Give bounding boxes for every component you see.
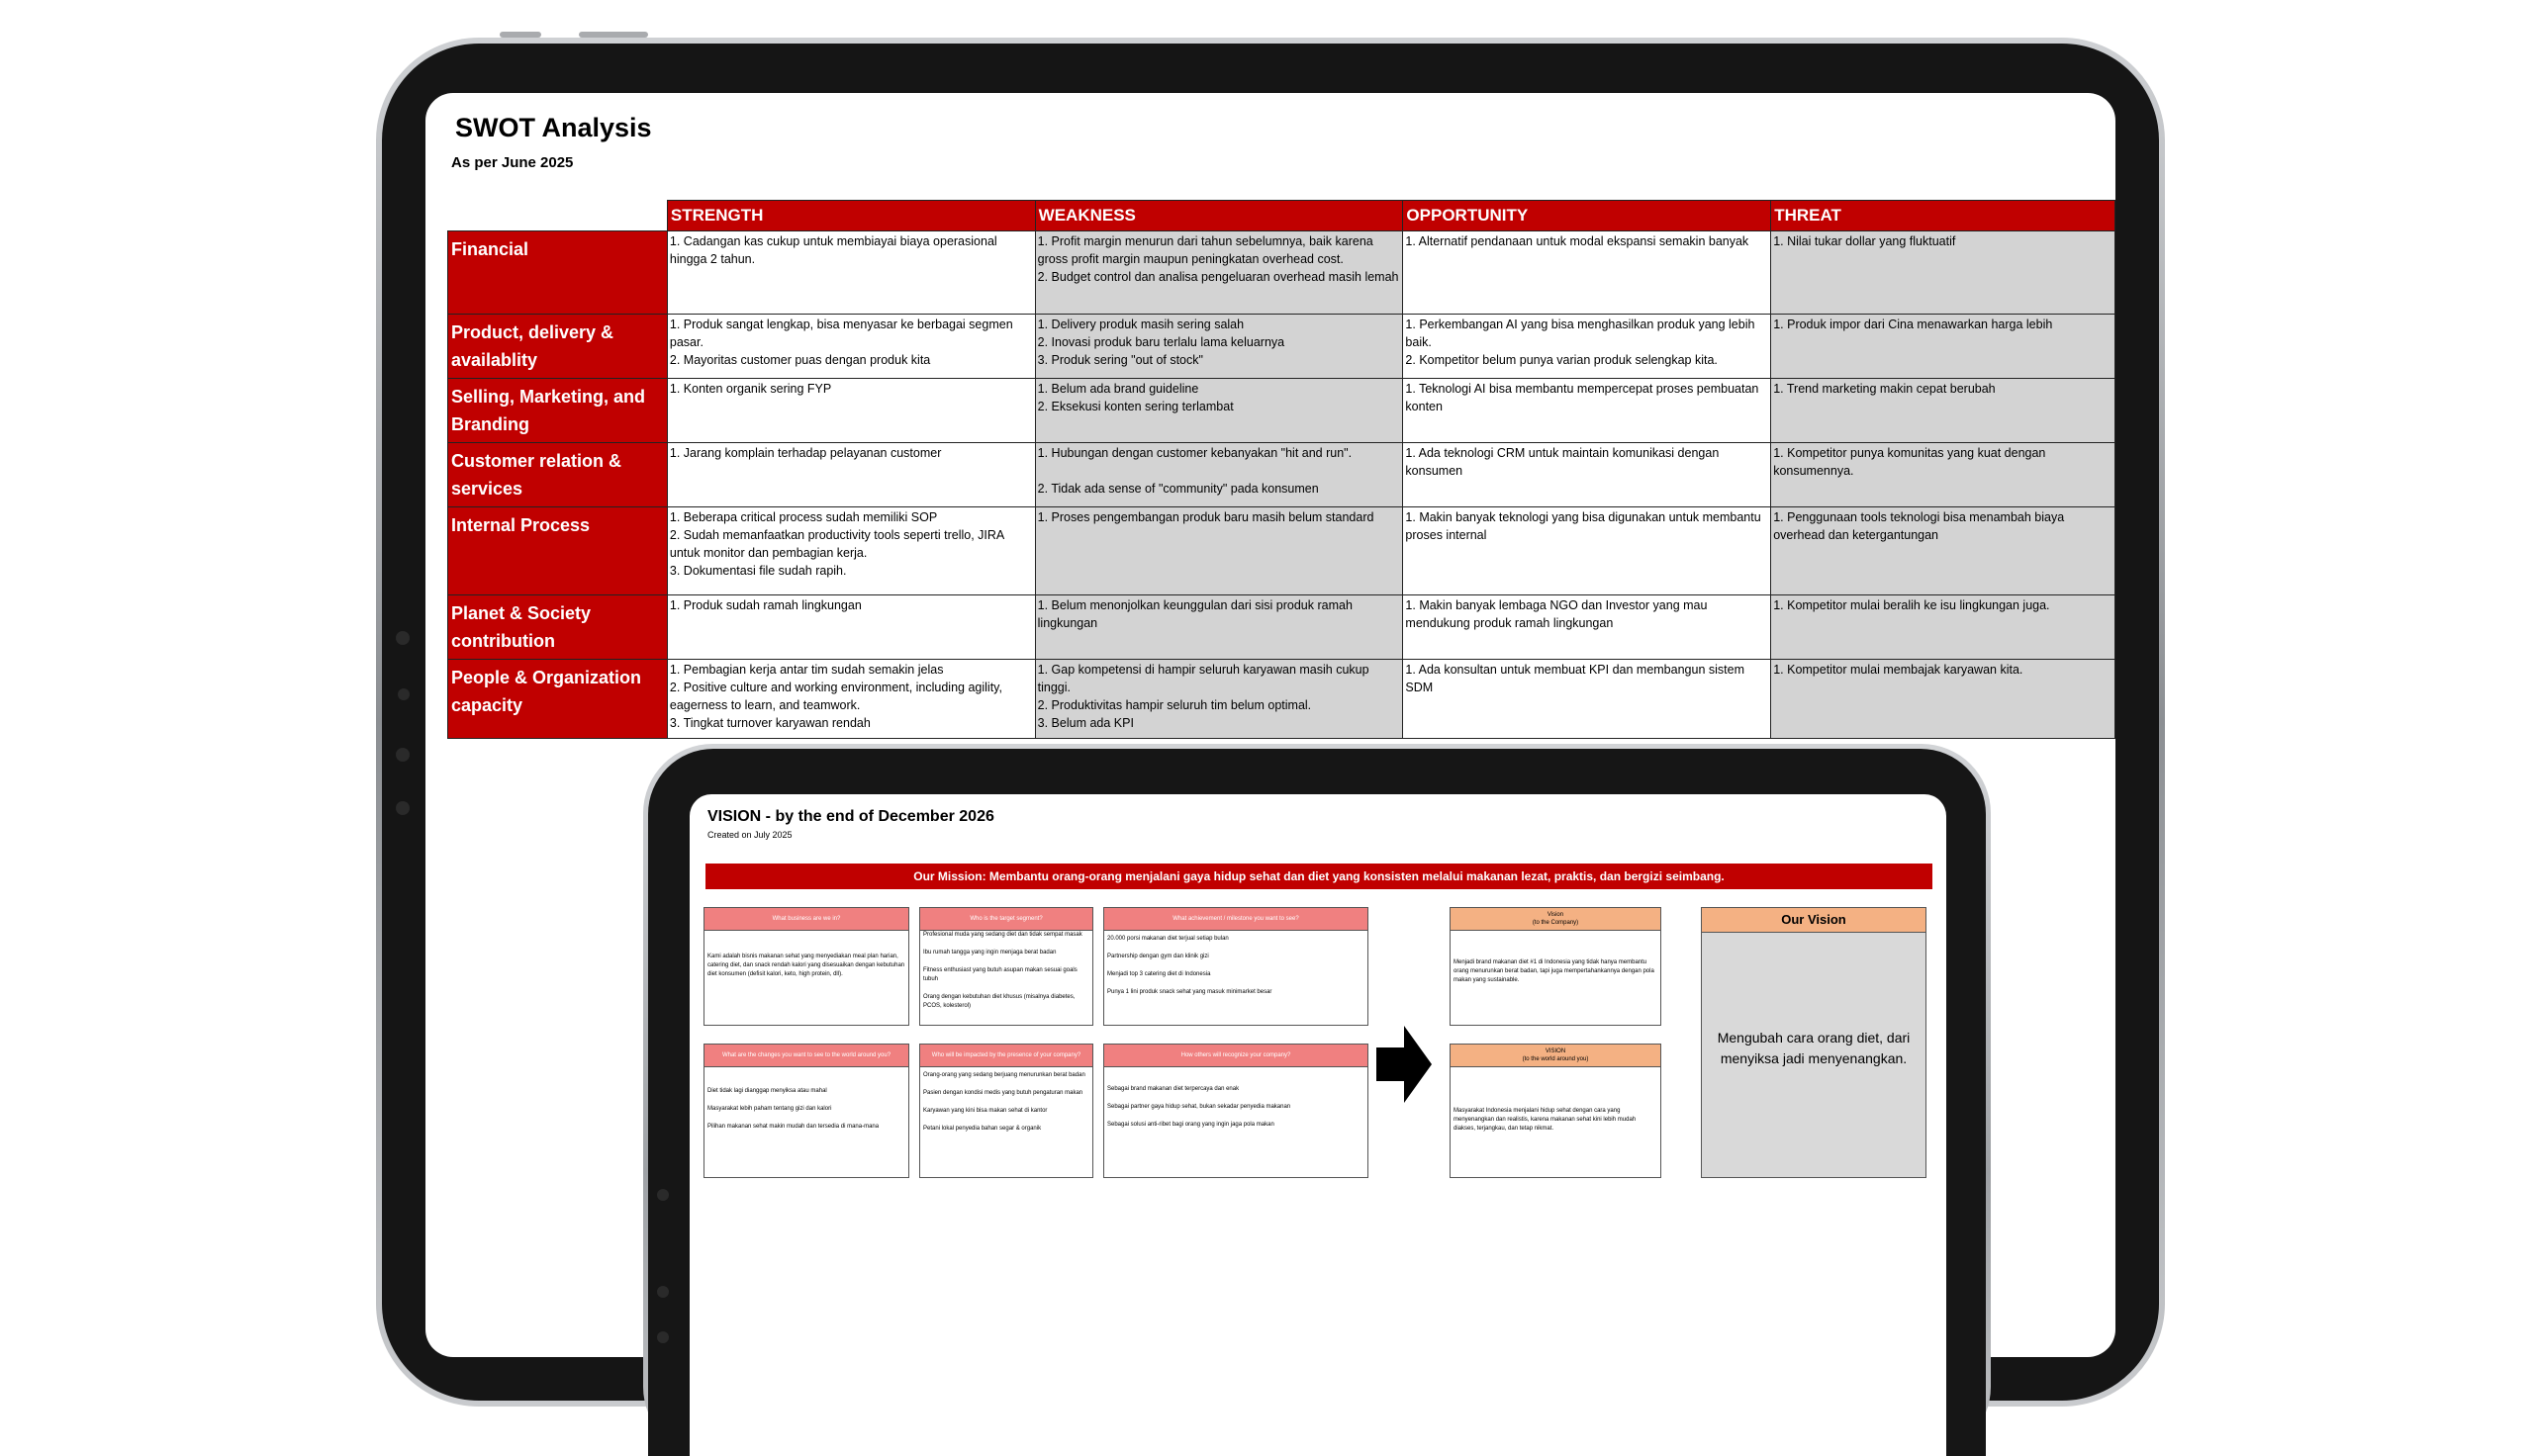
swot-row-financial	[448, 231, 2115, 315]
swot-header-row	[448, 201, 2115, 231]
vision-box-impacted	[919, 1044, 1093, 1178]
swot-row-internal	[448, 507, 2115, 595]
mission-banner: Our Mission: Membantu orang-orang menjalani gaya hidup sehat dan diet yang konsisten melalui makanan lezat, praktis, dan bergizi seimbang.	[705, 864, 1932, 889]
box-body: Kami adalah bisnis makanan sehat yang menyediakan meal plan harian, catering diet, dan snack rendah kalori yang disesuaikan dengan kebutuhan diet konsumen (defisit kalori, keto, high protein, dll).	[707, 954, 905, 977]
box-header: What business are we in?	[704, 908, 908, 931]
sensor-dot	[396, 748, 410, 762]
opportunity-cell: 1. Ada teknologi CRM untuk maintain komunikasi dengan konsumen	[1403, 443, 1771, 507]
box-header: How others will recognize your company?	[1104, 1045, 1367, 1067]
opportunity-cell: 1. Makin banyak teknologi yang bisa digunakan untuk membantu proses internal	[1403, 507, 1771, 595]
weakness-cell: 1. Delivery produk masih sering salah 2. Inovasi produk baru terlalu lama keluarnya 3. Produk sering "out of stock"	[1035, 315, 1403, 379]
tablet-front-bezel	[648, 749, 1986, 1456]
swot-title: SWOT Analysis	[455, 113, 652, 142]
swot-row-selling	[448, 379, 2115, 443]
vision-subtitle: Created on July 2025	[707, 830, 793, 840]
vision-box-company	[1450, 907, 1661, 1026]
sensor-dot	[657, 1286, 669, 1298]
opportunity-cell: 1. Teknologi AI bisa membantu mempercepat proses pembuatan konten	[1403, 379, 1771, 443]
sensor-dot	[657, 1189, 669, 1201]
box-header: Vision (to the Company)	[1451, 908, 1660, 931]
sensor-dot	[398, 688, 410, 700]
box-header: Who will be impacted by the presence of your company?	[920, 1045, 1092, 1067]
box-header: What are the changes you want to see to the world around you?	[704, 1045, 908, 1067]
box-header: Who is the target segment?	[920, 908, 1092, 931]
tablet-front	[643, 744, 1991, 1456]
weakness-cell: 1. Gap kompetensi di hampir seluruh karyawan masih cukup tinggi. 2. Produktivitas hampir seluruh tim belum optimal. 3. Belum ada KPI	[1035, 660, 1403, 739]
arrow-right-icon	[1376, 1022, 1436, 1107]
vision-box-business	[704, 907, 909, 1026]
threat-cell: 1. Kompetitor punya komunitas yang kuat dengan konsumennya.	[1771, 443, 2115, 507]
our-vision-text: Mengubah cara orang diet, dari menyiksa jadi menyenangkan.	[1717, 1030, 1911, 1066]
swot-col-threat: THREAT	[1771, 201, 2115, 231]
strength-cell: 1. Cadangan kas cukup untuk membiayai biaya operasional hingga 2 tahun.	[667, 231, 1035, 315]
row-label: People & Organization capacity	[448, 660, 668, 739]
vision-box-recognize	[1103, 1044, 1368, 1178]
vision-box-milestone	[1103, 907, 1368, 1026]
row-label: Customer relation & services	[448, 443, 668, 507]
vision-screen	[690, 794, 1946, 1456]
box-body: 20.000 porsi makanan diet terjual setiap bulan Partnership dengan gym dan klinik gizi Menjadi top 3 catering diet di Indonesia Punya 1 lini produk snack sehat yang masuk minimarket besar	[1107, 936, 1272, 995]
threat-cell: 1. Penggunaan tools teknologi bisa menambah biaya overhead dan ketergantungan	[1771, 507, 2115, 595]
row-label: Financial	[448, 231, 668, 315]
box-body: Diet tidak lagi dianggap menyiksa atau mahal Masyarakat lebih paham tentang gizi dan kalori Pilihan makanan sehat makin mudah dan tersedia di mana-mana	[707, 1088, 880, 1130]
box-body: Profesional muda yang sedang diet dan tidak sempat masak Ibu rumah tangga yang ingin menjaga berat badan Fitness enthusiast yang butuh asupan makan sesuai goals tubuh Orang dengan kebutuhan diet khusus (misalnya diabetes, PCOS, kolesterol)	[923, 932, 1082, 1009]
vision-title: VISION - by the end of December 2026	[707, 808, 994, 825]
threat-cell: 1. Nilai tukar dollar yang fluktuatif	[1771, 231, 2115, 315]
box-header: VISION (to the world around you)	[1451, 1045, 1660, 1067]
strength-cell: 1. Konten organik sering FYP	[667, 379, 1035, 443]
opportunity-cell: 1. Perkembangan AI yang bisa menghasilkan produk yang lebih baik. 2. Kompetitor belum punya varian produk selengkap kita.	[1403, 315, 1771, 379]
threat-cell: 1. Trend marketing makin cepat berubah	[1771, 379, 2115, 443]
swot-subtitle: As per June 2025	[451, 154, 574, 171]
swot-col-weakness: WEAKNESS	[1035, 201, 1403, 231]
strength-cell: 1. Produk sangat lengkap, bisa menyasar ke berbagai segmen pasar. 2. Mayoritas customer puas dengan produk kita	[667, 315, 1035, 379]
box-body: Sebagai brand makanan diet terpercaya dan enak Sebagai partner gaya hidup sehat, bukan sekadar penyedia makanan Sebagai solusi anti-ribet bagi orang yang ingin jaga pola makan	[1107, 1086, 1291, 1128]
swot-col-strength: STRENGTH	[667, 201, 1035, 231]
threat-cell: 1. Produk impor dari Cina menawarkan harga lebih	[1771, 315, 2115, 379]
box-header: What achievement / milestone you want to see?	[1104, 908, 1367, 931]
box-body: Orang-orang yang sedang berjuang menurunkan berat badan Pasien dengan kondisi medis yang butuh pengaturan makan Karyawan yang kini bisa makan sehat di kantor Petani lokal penyedia bahan segar & organik	[923, 1072, 1085, 1132]
weakness-cell: 1. Proses pengembangan produk baru masih belum standard	[1035, 507, 1403, 595]
strength-cell: 1. Beberapa critical process sudah memiliki SOP 2. Sudah memanfaatkan productivity tools seperti trello, JIRA untuk monitor dan pembagian kerja. 3. Dokumentasi file sudah rapih.	[667, 507, 1035, 595]
swot-row-product	[448, 315, 2115, 379]
swot-corner	[448, 201, 668, 231]
vision-box-segment	[919, 907, 1093, 1026]
row-label: Planet & Society contribution	[448, 595, 668, 660]
weakness-cell: 1. Belum menonjolkan keunggulan dari sisi produk ramah lingkungan	[1035, 595, 1403, 660]
vision-box-changes	[704, 1044, 909, 1178]
weakness-cell: 1. Profit margin menurun dari tahun sebelumnya, baik karena gross profit margin maupun peningkatan overhead cost. 2. Budget control dan analisa pengeluaran overhead masih lemah	[1035, 231, 1403, 315]
row-label: Selling, Marketing, and Branding	[448, 379, 668, 443]
swot-row-planet	[448, 595, 2115, 660]
swot-row-people	[448, 660, 2115, 739]
row-label: Internal Process	[448, 507, 668, 595]
sensor-dot	[657, 1331, 669, 1343]
threat-cell: 1. Kompetitor mulai membajak karyawan kita.	[1771, 660, 2115, 739]
swot-row-customer	[448, 443, 2115, 507]
row-label: Product, delivery & availablity	[448, 315, 668, 379]
box-body: Menjadi brand makanan diet #1 di Indonesia yang tidak hanya membantu orang menurunkan berat badan, tapi juga mempertahankannya dengan pola makan yang sustainable.	[1454, 959, 1654, 983]
swot-col-opportunity: OPPORTUNITY	[1403, 201, 1771, 231]
our-vision-header: Our Vision	[1702, 908, 1925, 933]
opportunity-cell: 1. Alternatif pendanaan untuk modal ekspansi semakin banyak	[1403, 231, 1771, 315]
opportunity-cell: 1. Ada konsultan untuk membuat KPI dan membangun sistem SDM	[1403, 660, 1771, 739]
strength-cell: 1. Produk sudah ramah lingkungan	[667, 595, 1035, 660]
threat-cell: 1. Kompetitor mulai beralih ke isu lingkungan juga.	[1771, 595, 2115, 660]
box-body: Masyarakat Indonesia menjalani hidup sehat dengan cara yang menyenangkan dan realistis, karena makanan sehat kini lebih mudah diakses, terjangkau, dan tetap nikmat.	[1454, 1108, 1637, 1132]
swot-table	[447, 200, 2115, 739]
weakness-cell: 1. Hubungan dengan customer kebanyakan "hit and run". 2. Tidak ada sense of "community" pada konsumen	[1035, 443, 1403, 507]
sensor-dot	[396, 631, 410, 645]
sensor-dot	[396, 801, 410, 815]
strength-cell: 1. Pembagian kerja antar tim sudah semakin jelas 2. Positive culture and working environment, including agility, eagerness to learn, and teamwork. 3. Tingkat turnover karyawan rendah	[667, 660, 1035, 739]
opportunity-cell: 1. Makin banyak lembaga NGO dan Investor yang mau mendukung produk ramah lingkungan	[1403, 595, 1771, 660]
weakness-cell: 1. Belum ada brand guideline 2. Eksekusi konten sering terlambat	[1035, 379, 1403, 443]
vision-box-world	[1450, 1044, 1661, 1178]
strength-cell: 1. Jarang komplain terhadap pelayanan customer	[667, 443, 1035, 507]
our-vision-box	[1701, 907, 1926, 1178]
